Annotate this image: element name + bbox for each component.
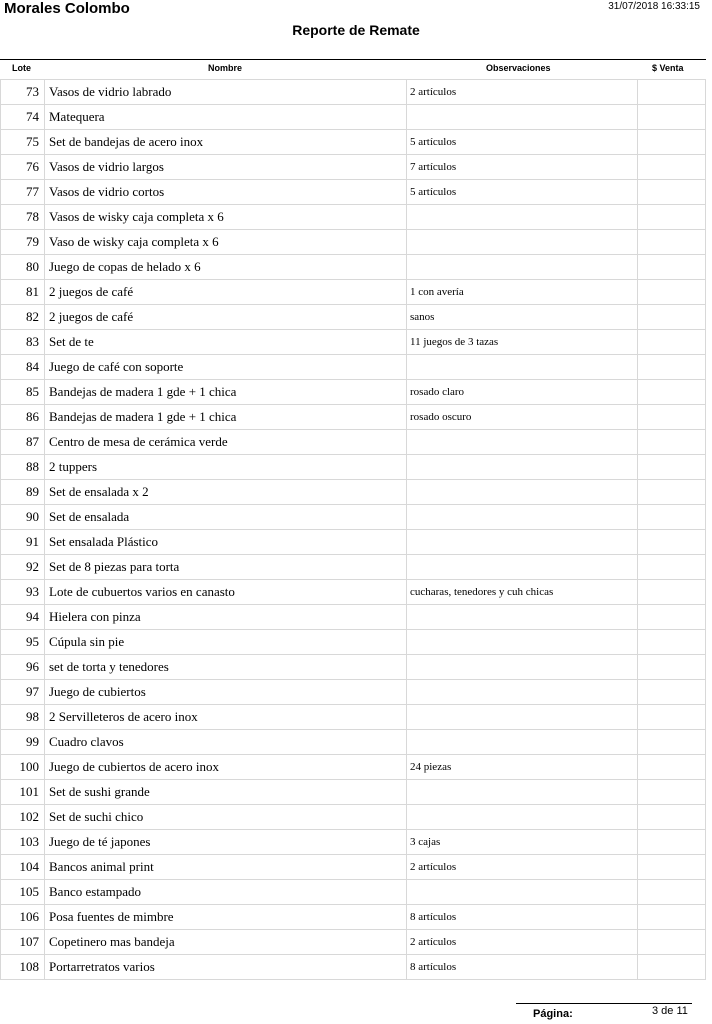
observations-cell: [407, 705, 638, 730]
lot-number-cell: 83: [1, 330, 45, 355]
page-number: 3 de 11: [652, 1005, 688, 1017]
observations-cell: 8 artículos: [407, 905, 638, 930]
observations-cell: [407, 205, 638, 230]
observations-cell: 2 artículos: [407, 855, 638, 880]
lot-number-cell: 103: [1, 830, 45, 855]
sale-price-cell: [638, 655, 706, 680]
sale-price-cell: [638, 280, 706, 305]
observations-cell: [407, 630, 638, 655]
table-row: [1, 355, 706, 380]
lot-name-cell: Juego de café con soporte: [45, 355, 407, 380]
table-row: [1, 630, 706, 655]
table-row: [1, 930, 706, 955]
table-row: [1, 830, 706, 855]
table-row: [1, 855, 706, 880]
sale-price-cell: [638, 355, 706, 380]
observations-cell: [407, 530, 638, 555]
lot-name-cell: Vasos de wisky caja completa x 6: [45, 205, 407, 230]
lot-name-cell: Banco estampado: [45, 880, 407, 905]
lot-name-cell: Vasos de vidrio labrado: [45, 80, 407, 105]
observations-cell: rosado oscuro: [407, 405, 638, 430]
lot-number-cell: 96: [1, 655, 45, 680]
table-row: [1, 105, 706, 130]
observations-cell: [407, 455, 638, 480]
lot-name-cell: Juego de cubiertos: [45, 680, 407, 705]
lot-number-cell: 99: [1, 730, 45, 755]
lot-name-cell: 2 tuppers: [45, 455, 407, 480]
table-row: [1, 655, 706, 680]
lot-number-cell: 98: [1, 705, 45, 730]
lot-name-cell: Vasos de vidrio largos: [45, 155, 407, 180]
lot-number-cell: 87: [1, 430, 45, 455]
table-row: [1, 480, 706, 505]
lot-name-cell: Posa fuentes de mimbre: [45, 905, 407, 930]
observations-cell: [407, 805, 638, 830]
lot-number-cell: 105: [1, 880, 45, 905]
lot-name-cell: Lote de cubuertos varios en canasto: [45, 580, 407, 605]
lot-number-cell: 79: [1, 230, 45, 255]
sale-price-cell: [638, 330, 706, 355]
lot-name-cell: 2 Servilleteros de acero inox: [45, 705, 407, 730]
lot-number-cell: 89: [1, 480, 45, 505]
sale-price-cell: [638, 705, 706, 730]
table-row: [1, 380, 706, 405]
observations-cell: [407, 555, 638, 580]
lot-name-cell: set de torta y tenedores: [45, 655, 407, 680]
lot-name-cell: Set ensalada Plástico: [45, 530, 407, 555]
observations-cell: sanos: [407, 305, 638, 330]
observations-cell: 24 piezas: [407, 755, 638, 780]
lot-name-cell: Set de ensalada x 2: [45, 480, 407, 505]
observations-cell: cucharas, tenedores y cuh chicas: [407, 580, 638, 605]
table-row: [1, 555, 706, 580]
table-row: [1, 880, 706, 905]
observations-cell: [407, 355, 638, 380]
table-row: [1, 680, 706, 705]
lot-number-cell: 94: [1, 605, 45, 630]
lot-number-cell: 90: [1, 505, 45, 530]
lot-name-cell: Bancos animal print: [45, 855, 407, 880]
lot-name-cell: Cuadro clavos: [45, 730, 407, 755]
sale-price-cell: [638, 180, 706, 205]
lot-name-cell: Set de te: [45, 330, 407, 355]
table-row: [1, 755, 706, 780]
lot-number-cell: 85: [1, 380, 45, 405]
lot-name-cell: Juego de cubiertos de acero inox: [45, 755, 407, 780]
lot-name-cell: Copetinero mas bandeja: [45, 930, 407, 955]
table-row: [1, 230, 706, 255]
table-row: [1, 155, 706, 180]
footer-divider: [516, 1003, 692, 1004]
sale-price-cell: [638, 230, 706, 255]
sale-price-cell: [638, 805, 706, 830]
sale-price-cell: [638, 80, 706, 105]
sale-price-cell: [638, 205, 706, 230]
table-row: [1, 305, 706, 330]
table-row: [1, 280, 706, 305]
observations-cell: 8 artículos: [407, 955, 638, 980]
lot-name-cell: Set de bandejas de acero inox: [45, 130, 407, 155]
lot-number-cell: 81: [1, 280, 45, 305]
observations-cell: [407, 255, 638, 280]
report-datetime: 31/07/2018 16:33:15: [608, 1, 700, 12]
lot-name-cell: Vasos de vidrio cortos: [45, 180, 407, 205]
sale-price-cell: [638, 830, 706, 855]
lot-number-cell: 106: [1, 905, 45, 930]
table-row: [1, 905, 706, 930]
observations-cell: 5 artículos: [407, 180, 638, 205]
table-row: [1, 405, 706, 430]
lot-name-cell: Set de ensalada: [45, 505, 407, 530]
lot-name-cell: Set de suchi chico: [45, 805, 407, 830]
lot-number-cell: 73: [1, 80, 45, 105]
auction-lots-table: [0, 79, 706, 980]
table-row: [1, 255, 706, 280]
lot-number-cell: 101: [1, 780, 45, 805]
lot-number-cell: 108: [1, 955, 45, 980]
sale-price-cell: [638, 580, 706, 605]
sale-price-cell: [638, 955, 706, 980]
observations-cell: [407, 230, 638, 255]
lot-name-cell: Portarretratos varios: [45, 955, 407, 980]
sale-price-cell: [638, 905, 706, 930]
lot-name-cell: Vaso de wisky caja completa x 6: [45, 230, 407, 255]
observations-cell: 5 artículos: [407, 130, 638, 155]
column-header-venta: $ Venta: [652, 63, 684, 73]
observations-cell: [407, 430, 638, 455]
column-header-row: [0, 59, 706, 78]
lot-number-cell: 91: [1, 530, 45, 555]
lot-name-cell: Juego de copas de helado x 6: [45, 255, 407, 280]
observations-cell: [407, 105, 638, 130]
table-row: [1, 455, 706, 480]
sale-price-cell: [638, 155, 706, 180]
observations-cell: [407, 730, 638, 755]
lot-number-cell: 82: [1, 305, 45, 330]
report-title: Reporte de Remate: [292, 22, 420, 38]
observations-cell: 7 artículos: [407, 155, 638, 180]
observations-cell: [407, 680, 638, 705]
observations-cell: 3 cajas: [407, 830, 638, 855]
observations-cell: 11 juegos de 3 tazas: [407, 330, 638, 355]
lot-number-cell: 76: [1, 155, 45, 180]
sale-price-cell: [638, 455, 706, 480]
observations-cell: [407, 880, 638, 905]
table-row: [1, 130, 706, 155]
lot-number-cell: 102: [1, 805, 45, 830]
lot-number-cell: 104: [1, 855, 45, 880]
sale-price-cell: [638, 405, 706, 430]
lot-name-cell: Set de 8 piezas para torta: [45, 555, 407, 580]
lot-number-cell: 78: [1, 205, 45, 230]
sale-price-cell: [638, 380, 706, 405]
sale-price-cell: [638, 305, 706, 330]
lot-name-cell: Set de sushi grande: [45, 780, 407, 805]
sale-price-cell: [638, 855, 706, 880]
lot-number-cell: 95: [1, 630, 45, 655]
observations-cell: [407, 505, 638, 530]
lot-number-cell: 86: [1, 405, 45, 430]
observations-cell: [407, 480, 638, 505]
sale-price-cell: [638, 880, 706, 905]
lot-number-cell: 80: [1, 255, 45, 280]
lot-number-cell: 92: [1, 555, 45, 580]
lot-number-cell: 100: [1, 755, 45, 780]
lot-number-cell: 93: [1, 580, 45, 605]
lot-number-cell: 107: [1, 930, 45, 955]
table-row: [1, 330, 706, 355]
table-row: [1, 180, 706, 205]
sale-price-cell: [638, 480, 706, 505]
lot-name-cell: Matequera: [45, 105, 407, 130]
sale-price-cell: [638, 630, 706, 655]
table-row: [1, 430, 706, 455]
table-row: [1, 730, 706, 755]
sale-price-cell: [638, 605, 706, 630]
lot-name-cell: Bandejas de madera 1 gde + 1 chica: [45, 405, 407, 430]
sale-price-cell: [638, 530, 706, 555]
column-header-observaciones: Observaciones: [486, 63, 551, 73]
sale-price-cell: [638, 505, 706, 530]
table-row: [1, 80, 706, 105]
table-row: [1, 805, 706, 830]
column-header-lote: Lote: [12, 63, 31, 73]
lot-name-cell: Hielera con pinza: [45, 605, 407, 630]
table-row: [1, 780, 706, 805]
lot-number-cell: 88: [1, 455, 45, 480]
lot-name-cell: Cúpula sin pie: [45, 630, 407, 655]
column-header-nombre: Nombre: [208, 63, 243, 73]
table-row: [1, 505, 706, 530]
sale-price-cell: [638, 130, 706, 155]
sale-price-cell: [638, 930, 706, 955]
lot-number-cell: 97: [1, 680, 45, 705]
page-label: Página:: [533, 1008, 573, 1020]
observations-cell: rosado claro: [407, 380, 638, 405]
table-row: [1, 955, 706, 980]
sale-price-cell: [638, 430, 706, 455]
table-row: [1, 580, 706, 605]
lot-name-cell: Centro de mesa de cerámica verde: [45, 430, 407, 455]
sale-price-cell: [638, 755, 706, 780]
lot-number-cell: 74: [1, 105, 45, 130]
observations-cell: [407, 655, 638, 680]
lot-number-cell: 77: [1, 180, 45, 205]
observations-cell: 1 con avería: [407, 280, 638, 305]
sale-price-cell: [638, 780, 706, 805]
table-row: [1, 205, 706, 230]
observations-cell: [407, 780, 638, 805]
company-name: Morales Colombo: [4, 0, 130, 17]
table-row: [1, 605, 706, 630]
lot-name-cell: 2 juegos de café: [45, 280, 407, 305]
lot-name-cell: 2 juegos de café: [45, 305, 407, 330]
lot-number-cell: 84: [1, 355, 45, 380]
lot-name-cell: Juego de té japones: [45, 830, 407, 855]
lot-number-cell: 75: [1, 130, 45, 155]
sale-price-cell: [638, 555, 706, 580]
sale-price-cell: [638, 680, 706, 705]
sale-price-cell: [638, 730, 706, 755]
lot-name-cell: Bandejas de madera 1 gde + 1 chica: [45, 380, 407, 405]
table-row: [1, 530, 706, 555]
sale-price-cell: [638, 105, 706, 130]
observations-cell: 2 artículos: [407, 80, 638, 105]
observations-cell: 2 artículos: [407, 930, 638, 955]
table-row: [1, 705, 706, 730]
observations-cell: [407, 605, 638, 630]
sale-price-cell: [638, 255, 706, 280]
